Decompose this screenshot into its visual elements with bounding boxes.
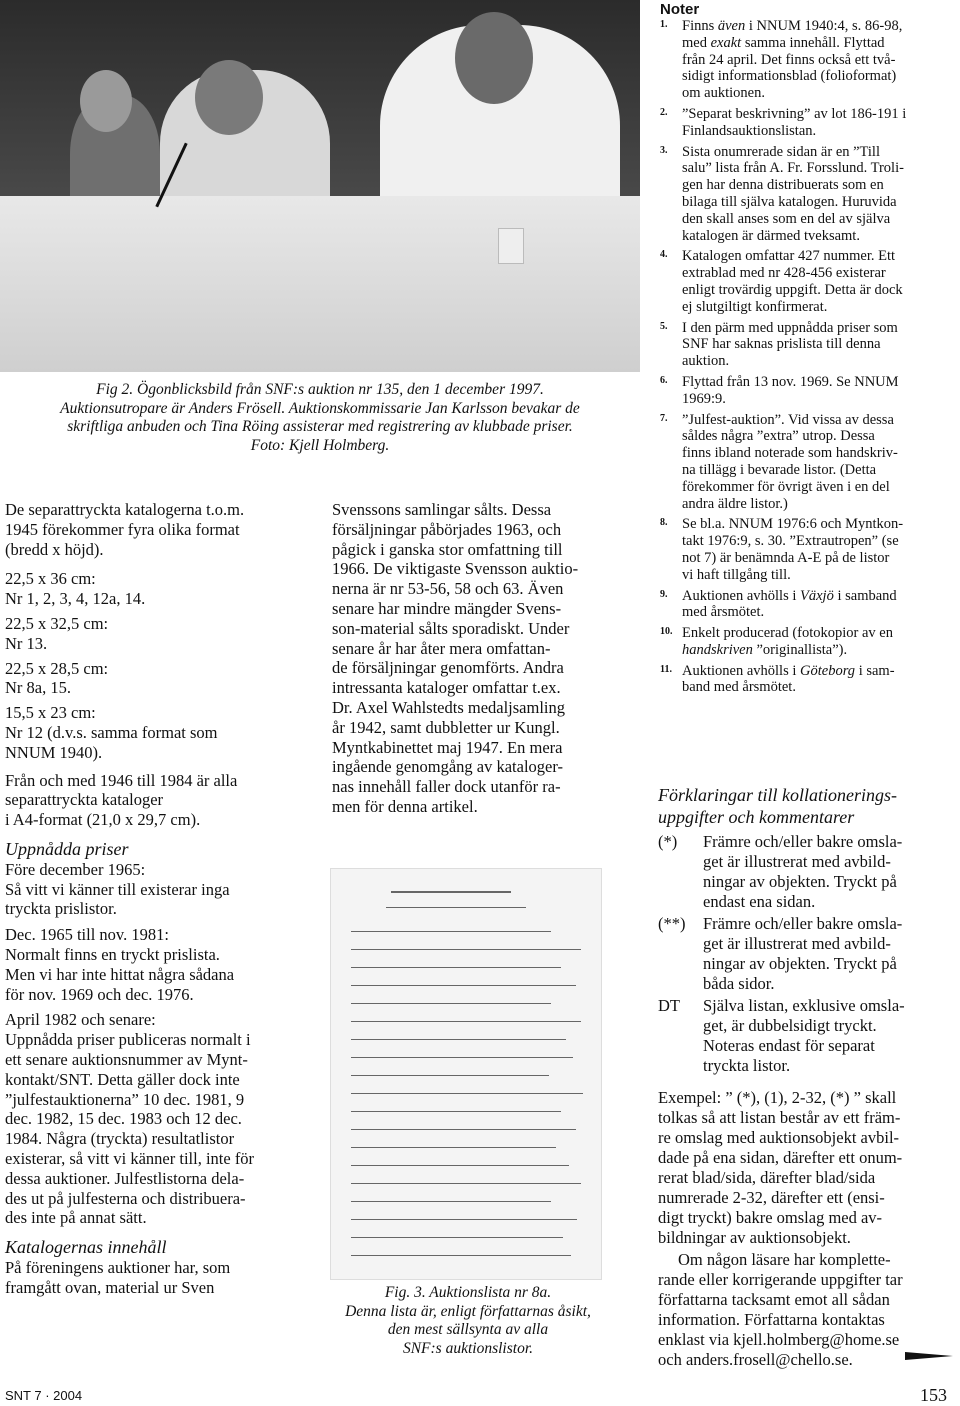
text: Finns xyxy=(682,18,718,34)
left-column xyxy=(5,500,300,1297)
caption-line: Fig. 3. Auktionslista nr 8a. xyxy=(384,1284,552,1301)
text: i samband xyxy=(833,587,897,604)
note xyxy=(660,18,956,102)
end-arrow-icon xyxy=(905,1352,953,1360)
note xyxy=(660,625,956,659)
text-line: des ut på julfesterna och distribuera- xyxy=(5,1188,246,1208)
text: salu” lista från A. Fr. Forsslund. Troli- xyxy=(682,160,904,177)
text: I den pärm med uppnådda priser som xyxy=(682,319,898,336)
text-line: kontakt/SNT. Detta gäller dock inte xyxy=(5,1069,240,1089)
text: ”Julfest-auktion”. Vid vissa av dessa xyxy=(682,411,894,428)
note xyxy=(660,248,956,315)
auction-list-image xyxy=(330,868,602,1280)
text: Främre och/eller bakre omsla- xyxy=(703,914,903,933)
text: Enkelt producerad (fotokopior av en xyxy=(682,625,893,642)
text: med årsmötet. xyxy=(682,604,765,621)
text: takt 1976:9, s. 30. ”Extrautropen” (se xyxy=(682,533,899,550)
text: endast ena sidan. xyxy=(703,892,816,911)
text-line: år 1942, samt dubbletter ur Kungl. xyxy=(332,717,560,737)
legend-item xyxy=(658,832,956,912)
text-line: Från och med 1946 till 1984 är alla xyxy=(5,770,238,790)
section-heading: Katalogernas innehåll xyxy=(5,1237,167,1258)
text: extrablad med nr 428-456 existerar xyxy=(682,265,886,282)
text: katalogen är därmed tveksamt. xyxy=(682,227,860,244)
text-line: son-material sålts sporadiskt. Under xyxy=(332,618,570,638)
text-line: intressanta kataloger omfattar t.ex. xyxy=(332,678,561,698)
note xyxy=(660,320,956,370)
note xyxy=(660,588,956,622)
note-number: 10. xyxy=(660,626,673,638)
legend-title: Förklaringar till kollationerings- xyxy=(658,785,897,805)
text-line: författarna tacksamt emot all sådan xyxy=(658,1290,890,1309)
text: band med årsmötet. xyxy=(682,679,796,696)
note-number: 2. xyxy=(660,106,668,118)
text-line: nerna är nr 53-56, 58 och 63. Även xyxy=(332,579,564,599)
text: den skall anses som en del av själva xyxy=(682,210,891,227)
text-line: för nov. 1969 och dec. 1976. xyxy=(5,984,194,1004)
text-line: Nr 13. xyxy=(5,633,48,653)
text: förekommer för övrigt även i en del xyxy=(682,478,890,495)
text-line: 22,5 x 32,5 cm: xyxy=(5,613,109,633)
legend-item xyxy=(658,996,956,1076)
text: ej slutgiltigt konfirmerat. xyxy=(682,298,828,315)
text-line: De separattryckta katalogerna t.o.m. xyxy=(5,500,245,519)
text: 1969:9. xyxy=(682,390,726,407)
text-line: Exempel: ” (*), (1), 2-32, (*) ” skall xyxy=(658,1088,897,1107)
text: Sista onumrerade sidan är en ”Till xyxy=(682,143,880,160)
text-line: information. Författarna kontaktas xyxy=(658,1310,885,1329)
photo-caption xyxy=(0,381,640,455)
caption-line: Denna lista är, enligt författarnas åsikt, xyxy=(345,1302,591,1320)
legend-section xyxy=(658,784,956,1370)
example-paragraph xyxy=(658,1088,956,1248)
emph: handskriven xyxy=(682,641,753,658)
text-line: ingående genomgång av kataloger- xyxy=(332,757,564,777)
text: auktion. xyxy=(682,353,730,370)
text-line: 1945 förekommer fyra olika format xyxy=(5,519,240,539)
text: Flyttad från 13 nov. 1969. Se NNUM xyxy=(682,373,899,390)
caption-line: SNF:s auktionslistor. xyxy=(402,1339,534,1357)
emph: Göteborg xyxy=(800,662,856,679)
notes-section xyxy=(660,1,956,696)
text-line: NNUM 1940). xyxy=(5,742,103,762)
text-line: nas innehåll faller dock utanför ra- xyxy=(332,777,561,797)
note-number: 9. xyxy=(660,588,668,600)
text-line: 15,5 x 23 cm: xyxy=(5,703,96,723)
text-line: 22,5 x 36 cm: xyxy=(5,569,96,589)
note-number: 3. xyxy=(660,144,668,156)
text-line: Svenssons samlingar sålts. Dessa xyxy=(332,500,552,519)
text-line: separattryckta kataloger xyxy=(5,790,164,810)
text-line: 1984. Några (tryckta) resultatlistor xyxy=(5,1129,235,1149)
text-line: Dec. 1965 till nov. 1981: xyxy=(5,925,169,945)
text-line: enklast via kjell.holmberg@home.se xyxy=(658,1330,900,1349)
text: ”originallista”). xyxy=(752,641,848,658)
note xyxy=(660,374,956,408)
text-line: dade på ena sidan, därefter ett onum- xyxy=(658,1148,903,1167)
text: na tillägg i bevarade listor. (Detta xyxy=(682,461,877,478)
text-line: Om någon läsare har komplette- xyxy=(678,1250,891,1269)
text-line: dessa auktioner. Julfestlistorna dela- xyxy=(5,1168,245,1188)
text: Auktionen avhölls i xyxy=(682,587,801,604)
text: get är illustrerat med avbild- xyxy=(703,934,891,953)
text: bilaga till själva katalogen. Huruvida xyxy=(682,193,897,210)
text: get är illustrerat med avbild- xyxy=(703,852,891,871)
text-line: (bredd x höjd). xyxy=(5,539,104,559)
text-line: rande eller korrigerande uppgifter tar xyxy=(658,1270,903,1289)
text: ningar av objekten. Tryckt på xyxy=(703,872,897,891)
text-line: Nr 12 (d.v.s. samma format som xyxy=(5,722,218,742)
text-line: pågick i ganska stor omfattning till xyxy=(332,539,563,559)
middle-column xyxy=(332,500,632,817)
text-line: bildningar av auktionsobjekt. xyxy=(658,1228,851,1247)
text: båda sidor. xyxy=(703,974,775,993)
text: Se bl.a. NNUM 1976:6 och Myntkon- xyxy=(682,516,904,533)
text-line: ett senare auktionsnummer av Mynt- xyxy=(5,1049,248,1069)
text-line: tolkas så att listan består av ett främ- xyxy=(658,1108,901,1127)
note-number: 1. xyxy=(660,19,668,30)
text: med xyxy=(682,34,711,51)
text-line: rerat blad/sida, därefter blad/sida xyxy=(658,1168,876,1187)
text-line: På föreningens auktioner har, som xyxy=(5,1257,231,1277)
text-line: existerar, så vitt vi känner till, inte för xyxy=(5,1148,255,1168)
legend-title: uppgifter och kommentarer xyxy=(658,807,855,827)
text-line: digt tryckt) bakre omslag med av- xyxy=(658,1208,883,1227)
text: Finlandsauktionslistan. xyxy=(682,122,817,139)
note-number: 4. xyxy=(660,249,668,261)
note-number: 8. xyxy=(660,517,668,529)
text-line: men för denna artikel. xyxy=(332,796,478,816)
emph: även xyxy=(717,18,746,34)
note-number: 5. xyxy=(660,320,668,332)
footer-left: SNT 7 · 2004 xyxy=(5,1388,83,1403)
note-number: 11. xyxy=(660,663,672,675)
page-number: 153 xyxy=(920,1385,947,1405)
text: Noteras endast för separat xyxy=(703,1036,875,1055)
text: SNF har saknas prislista till denna xyxy=(682,336,881,353)
text: från 24 april. Det finns också ett två- xyxy=(682,51,896,68)
text-line: Uppnådda priser publiceras normalt i xyxy=(5,1030,251,1050)
text: ningar av objekten. Tryckt på xyxy=(703,954,897,973)
text-line: Nr 1, 2, 3, 4, 12a, 14. xyxy=(5,589,146,609)
text-line: Dr. Axel Wahlstedts medaljsamling xyxy=(332,697,566,717)
text-line: i A4-format (21,0 x 29,7 cm). xyxy=(5,810,201,830)
text-line: re omslag med auktionsobjekt avbil- xyxy=(658,1128,900,1147)
text: om auktionen. xyxy=(682,85,765,102)
caption-line: Fig 2. Ögonblicksbild från SNF:s auktion nr 135, den 1 december 1997. xyxy=(96,381,544,398)
text: finns ibland noterade som handskriv- xyxy=(682,445,898,462)
text-line: Nr 8a, 15. xyxy=(5,678,71,698)
note xyxy=(660,412,956,513)
text: not 7) är benämnda A-E på de listor xyxy=(682,549,890,566)
text: Främre och/eller bakre omsla- xyxy=(703,832,903,851)
text: i NNUM 1940:4, s. 86-98, xyxy=(745,18,903,34)
text: Auktionen avhölls i xyxy=(682,662,801,679)
text-line: och anders.frosell@chello.se. xyxy=(658,1350,853,1369)
text-line: 1966. De viktigaste Svensson auktio- xyxy=(332,559,579,579)
note xyxy=(660,516,956,583)
text-line: Myntkabinettet maj 1947. En mera xyxy=(332,737,563,757)
text-line: Före december 1965: xyxy=(5,859,146,879)
legend-key: (**) xyxy=(658,914,686,933)
note xyxy=(660,106,956,140)
text-line: senare år har åter mera omfattan- xyxy=(332,638,551,658)
text-line: tryckta prislistor. xyxy=(5,899,117,919)
text-line: 22,5 x 28,5 cm: xyxy=(5,658,109,678)
text-line: Så vitt vi känner till existerar inga xyxy=(5,879,230,899)
text-line: försäljningar påbörjades 1963, och xyxy=(332,519,562,539)
note-number: 6. xyxy=(660,374,668,386)
text: Själva listan, exklusive omsla- xyxy=(703,996,905,1015)
legend-key: (*) xyxy=(658,832,678,851)
text-line: numrerade 2-32, därefter ett (ensi- xyxy=(658,1188,885,1207)
auction-photo xyxy=(0,0,640,372)
caption-line: skriftliga anbuden och Tina Röing assisterar med registrering av klubbade priser. xyxy=(67,418,573,435)
emph: Växjö xyxy=(800,587,834,604)
legend-item xyxy=(658,914,956,994)
text-line: framgått ovan, material ur Sven xyxy=(5,1277,215,1297)
section-heading: Uppnådda priser xyxy=(5,838,129,859)
figure-caption xyxy=(318,1284,618,1358)
note xyxy=(660,663,956,697)
text: enligt trovärdig uppgift. Detta är dock xyxy=(682,281,903,298)
text: såldes några ”extra” utrop. Dessa xyxy=(682,428,875,445)
text: gen har denna distribuerats som en xyxy=(682,177,884,194)
text-line: dec. 1982, 15 dec. 1983 och 12 dec. xyxy=(5,1109,242,1129)
text-line: April 1982 och senare: xyxy=(5,1010,156,1030)
note xyxy=(660,144,956,245)
text: Katalogen omfattar 427 nummer. Ett xyxy=(682,248,896,265)
text-line: de försäljningar genomförts. Andra xyxy=(332,658,564,678)
text: i sam- xyxy=(855,662,895,679)
text-line: Men vi har inte hittat några sådana xyxy=(5,964,235,984)
caption-line: Foto: Kjell Holmberg. xyxy=(250,436,390,454)
text-line: ”julfestauktionerna” 10 dec. 1981, 9 xyxy=(5,1089,245,1109)
notes-title: Noter xyxy=(660,1,700,18)
note-number: 7. xyxy=(660,412,668,424)
text: ”Separat beskrivning” av lot 186-191 i xyxy=(682,105,907,122)
text-line: Normalt finns en tryckt prislista. xyxy=(5,944,220,964)
caption-line: den mest sällsynta av alla xyxy=(387,1321,549,1338)
text: samma innehåll. Flyttad xyxy=(741,34,885,51)
text: sidigt informationsblad (folioformat) xyxy=(682,68,897,85)
text-line: senare har mindre mängder Svens- xyxy=(332,598,562,618)
text-line: des inte på annat sätt. xyxy=(5,1208,147,1228)
text: get, är dubbelsidigt tryckt. xyxy=(703,1016,877,1035)
caption-line: Auktionsutropare är Anders Frösell. Auktionskommissarie Jan Karlsson bevakar de xyxy=(60,399,580,417)
text: tryckta listor. xyxy=(703,1056,791,1075)
text: andra äldre listor.) xyxy=(682,495,788,512)
emph: exakt xyxy=(710,34,742,51)
text: vi haft tillgång till. xyxy=(682,566,791,583)
legend-key: DT xyxy=(658,996,680,1015)
